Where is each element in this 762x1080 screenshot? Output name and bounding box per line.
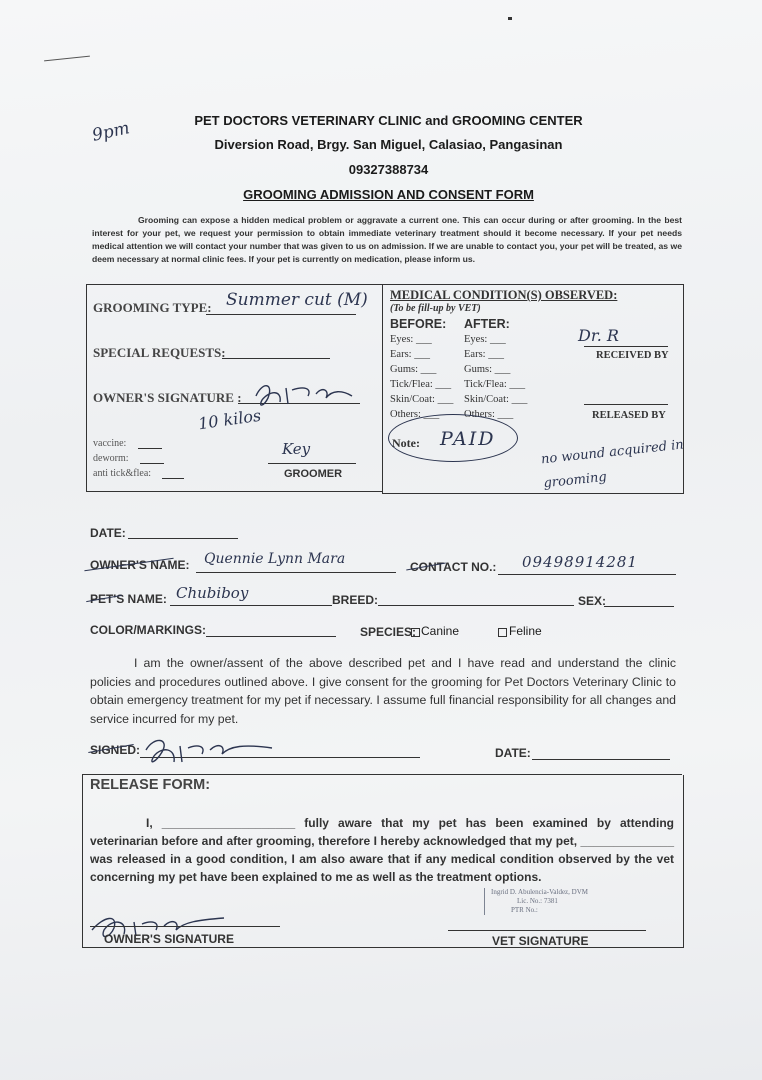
pet-name-label: PET'S NAME: bbox=[90, 592, 167, 606]
sex-line[interactable] bbox=[604, 606, 674, 607]
vaccine-label: vaccine: bbox=[93, 438, 127, 449]
release-title: RELEASE FORM: bbox=[90, 777, 211, 793]
owner-name-value[interactable]: Quennie Lynn Mara bbox=[204, 551, 346, 567]
check-label: Gums: bbox=[464, 364, 493, 375]
check-label: Tick/Flea: bbox=[390, 379, 433, 390]
clinic-phone: 09327388734 bbox=[348, 162, 429, 177]
check-label: Tick/Flea: bbox=[464, 379, 507, 390]
intro-paragraph: Grooming can expose a hidden medical problem or aggravate a current one. This can occur during or after grooming. In the best interest for your pet, we request your permission to obtain immediate veterinary treatment should it become necessary. If your pet needs medical attention we will contact your number that was given to us on admission. If we are unable to contact you, your pet will be treated, as we deem necessary at normal clinic fees. If your pet is currently on medication, please inform us. bbox=[92, 215, 682, 264]
release-owner-signature-line[interactable] bbox=[90, 926, 280, 927]
margin-handwritten-note: 9pm bbox=[90, 118, 132, 146]
date-line[interactable] bbox=[128, 538, 238, 539]
check-after-eyes[interactable]: Eyes: ___ bbox=[464, 334, 506, 345]
anti-tick-line[interactable] bbox=[162, 478, 184, 479]
signed-date-line[interactable] bbox=[532, 759, 670, 760]
check-before-others[interactable]: Others: ___ bbox=[390, 409, 440, 420]
grooming-type-value[interactable]: Summer cut (M) bbox=[226, 290, 368, 310]
vaccine-line[interactable] bbox=[138, 448, 162, 449]
after-label: AFTER: bbox=[464, 317, 510, 331]
check-after-tickflea[interactable]: Tick/Flea: ___ bbox=[464, 379, 526, 390]
released-by-label: RELEASED BY bbox=[592, 410, 666, 421]
breed-label: BREED: bbox=[332, 593, 379, 607]
contact-label: CONTACT NO.: bbox=[410, 560, 497, 574]
vet-signature-line[interactable] bbox=[448, 930, 646, 931]
signed-label: SIGNED: bbox=[90, 743, 141, 757]
check-before-skincoat[interactable]: Skin/Coat: ___ bbox=[390, 394, 454, 405]
canine-label: Canine bbox=[421, 624, 460, 638]
owner-name-line[interactable] bbox=[196, 572, 396, 573]
release-paragraph: I, ____________________ fully aware that my pet has been examined by attending veterinarian before and after grooming, therefore I hereby acknowledged that my pet, ______________ was released in a good condition, I am also aware that if any medical condition observed by the vet concerning my pet have been explained to me as well as the treatment options. bbox=[90, 816, 674, 884]
consent-paragraph: I am the owner/assent of the above described pet and I have read and understand the clinic policies and procedures outlined above. I give consent for the grooming for Pet Doctors Veterinary Clinic to obtain emergency treatment for my pet if necessary. I assume full financial responsibility for all changes and service incurred for my pet. bbox=[90, 656, 676, 726]
groomer-line[interactable] bbox=[268, 463, 356, 464]
form-title: GROOMING ADMISSION AND CONSENT FORM bbox=[243, 187, 534, 202]
contact-value[interactable]: 09498914281 bbox=[522, 553, 638, 571]
check-label: Skin/Coat: bbox=[390, 394, 435, 405]
check-after-ears[interactable]: Ears: ___ bbox=[464, 349, 504, 360]
clinic-name: PET DOCTORS VETERINARY CLINIC and GROOMING CENTER bbox=[194, 113, 583, 128]
note-extra: no wound acquired in grooming bbox=[540, 437, 685, 492]
color-label: COLOR/MARKINGS: bbox=[90, 623, 206, 637]
check-label: Others: bbox=[390, 409, 421, 420]
vet-stamp-name: Ingrid D. Abulencia-Valdez, DVM bbox=[491, 888, 589, 896]
groomer-name: Key bbox=[282, 440, 311, 458]
owner-signature-scribble bbox=[252, 376, 362, 410]
received-by-value: Dr. R bbox=[578, 326, 619, 345]
clinic-address: Diversion Road, Brgy. San Miguel, Calasiao, Pangasinan bbox=[214, 137, 563, 152]
check-label: Gums: bbox=[390, 364, 419, 375]
signed-signature-scribble bbox=[140, 732, 280, 772]
vet-stamp-ptr: PTR No.: bbox=[511, 906, 538, 914]
check-before-tickflea[interactable]: Tick/Flea: ___ bbox=[390, 379, 452, 390]
weight-note: 10 kilos bbox=[196, 405, 263, 434]
deworm-line[interactable] bbox=[140, 463, 164, 464]
vet-stamp bbox=[484, 888, 611, 915]
note-label: Note: bbox=[392, 436, 420, 450]
canine-checkbox[interactable] bbox=[411, 628, 420, 637]
breed-line[interactable] bbox=[378, 605, 574, 606]
deworm-label: deworm: bbox=[93, 453, 129, 464]
before-label: BEFORE: bbox=[390, 317, 447, 331]
species-label: SPECIES: bbox=[360, 625, 417, 639]
check-label: Others: bbox=[464, 409, 495, 420]
check-after-skincoat[interactable]: Skin/Coat: ___ bbox=[464, 394, 528, 405]
signed-date-label: DATE: bbox=[495, 746, 531, 760]
check-label: Eyes: bbox=[464, 334, 488, 345]
note-value: PAID bbox=[440, 428, 496, 450]
medical-subtitle: (To be fill-up by VET) bbox=[390, 303, 481, 314]
sex-label: SEX: bbox=[578, 594, 607, 608]
pet-name-value[interactable]: Chubiboy bbox=[176, 584, 249, 602]
contact-line[interactable] bbox=[498, 574, 676, 575]
owner-signature-label: OWNER'S SIGNATURE : bbox=[93, 390, 242, 405]
received-by-label: RECEIVED BY bbox=[596, 350, 669, 361]
check-label: Eyes: bbox=[390, 334, 414, 345]
grooming-type-label: GROOMING TYPE: bbox=[93, 300, 212, 315]
release-owner-signature-label: OWNER'S SIGNATURE bbox=[104, 932, 234, 946]
feline-checkbox[interactable] bbox=[498, 628, 507, 637]
check-label: Skin/Coat: bbox=[464, 394, 509, 405]
check-label: Ears: bbox=[390, 349, 412, 360]
stray-pen-mark bbox=[44, 56, 90, 62]
check-label: Ears: bbox=[464, 349, 486, 360]
pet-name-line[interactable] bbox=[170, 605, 332, 606]
check-before-ears[interactable]: Ears: ___ bbox=[390, 349, 430, 360]
check-after-others[interactable]: Others: ___ bbox=[464, 409, 514, 420]
special-requests-label: SPECIAL REQUESTS: bbox=[93, 345, 226, 360]
feline-label: Feline bbox=[509, 624, 542, 638]
vet-signature-label: VET SIGNATURE bbox=[492, 934, 589, 948]
anti-tick-label: anti tick&flea: bbox=[93, 468, 152, 479]
received-by-line[interactable] bbox=[584, 346, 668, 347]
released-by-line[interactable] bbox=[584, 404, 668, 405]
grooming-type-line bbox=[206, 314, 356, 315]
check-before-gums[interactable]: Gums: ___ bbox=[390, 364, 437, 375]
color-line[interactable] bbox=[206, 636, 336, 637]
stray-dot bbox=[508, 17, 512, 20]
medical-title: MEDICAL CONDITION(S) OBSERVED: bbox=[390, 288, 618, 302]
owner-name-label: OWNER'S NAME: bbox=[90, 558, 190, 572]
date-label: DATE: bbox=[90, 526, 126, 540]
check-after-gums[interactable]: Gums: ___ bbox=[464, 364, 511, 375]
check-before-eyes[interactable]: Eyes: ___ bbox=[390, 334, 432, 345]
special-requests-line[interactable] bbox=[222, 358, 330, 359]
vet-stamp-lic: Lic. No.: 7381 bbox=[517, 897, 558, 905]
groomer-label: GROOMER bbox=[284, 468, 343, 480]
